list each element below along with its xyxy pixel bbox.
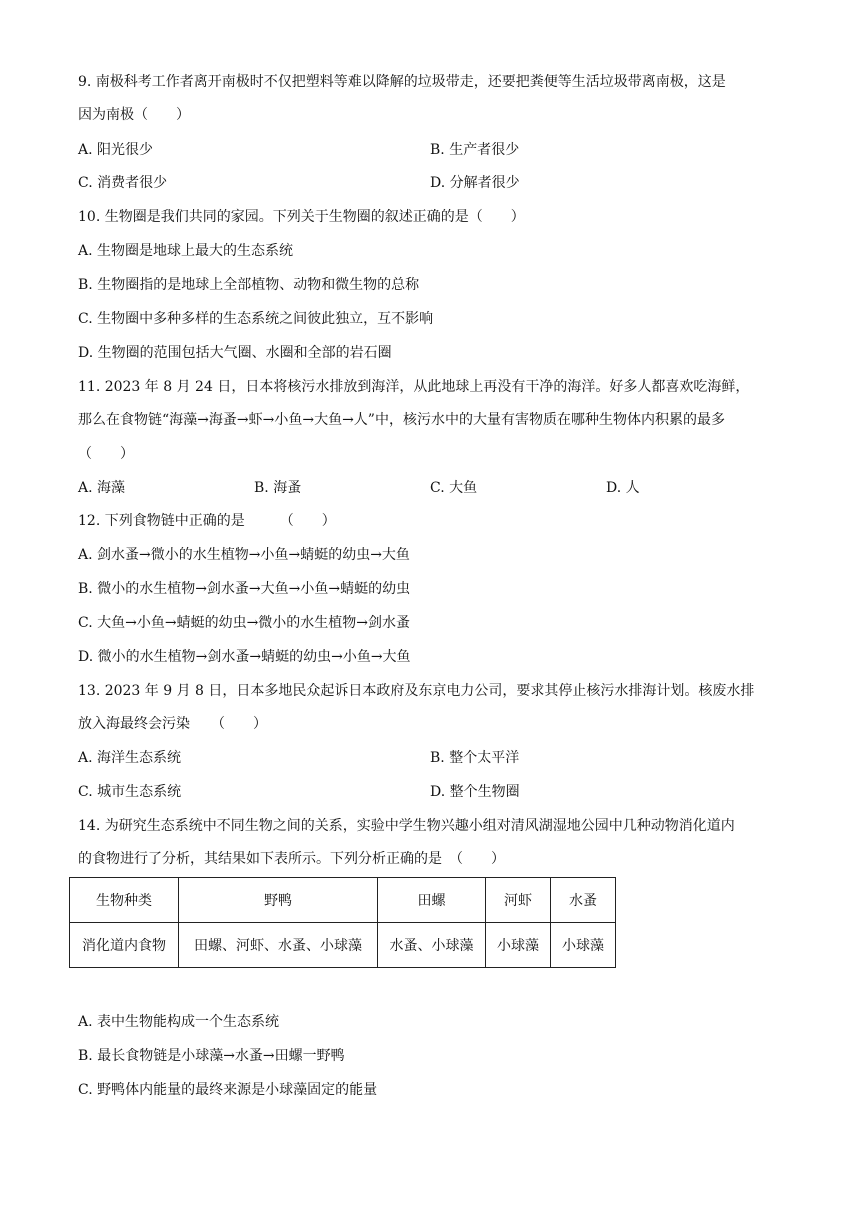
digestive-food-table xyxy=(69,877,616,968)
q10-stem: 10. 生物圈是我们共同的家园。下列关于生物圈的叙述正确的是（ ） xyxy=(78,209,525,225)
q14-option-c: C. 野鸭体内能量的最终来源是小球藻固定的能量 xyxy=(78,1082,378,1098)
q12-option-a: A. 剑水蚤→微小的水生植物→小鱼→蜻蜓的幼虫→大鱼 xyxy=(78,547,410,563)
q13-option-a: A. 海洋生态系统 xyxy=(78,750,182,766)
table-cell: 小球藻 xyxy=(486,923,551,968)
q13-option-d: D. 整个生物圈 xyxy=(430,784,520,800)
q9-option-d: D. 分解者很少 xyxy=(430,175,520,191)
q11-option-d: D. 人 xyxy=(606,480,640,496)
q14-stem-line2: 的食物进行了分析，其结果如下表所示。下列分析正确的是 （ ） xyxy=(78,851,505,867)
table-cell: 水蚤、小球藻 xyxy=(378,923,486,968)
table-cell: 小球藻 xyxy=(551,923,616,968)
q9-stem-line1: 9. 南极科考工作者离开南极时不仅把塑料等难以降解的垃圾带走，还要把粪便等生活垃圾带离南极，这是 xyxy=(78,74,726,90)
q12-stem: 12. 下列食物链中正确的是 （ ） xyxy=(78,513,336,529)
table-header-cell: 生物种类 xyxy=(70,878,179,923)
table-header-cell: 田螺 xyxy=(378,878,486,923)
q13-stem-line1: 13. 2023 年 9 月 8 日，日本多地民众起诉日本政府及东京电力公司，要求其停止核污水排海计划。核废水排 xyxy=(78,683,755,699)
q11-stem-line2: 那么在食物链“海藻→海蚤→虾→小鱼→大鱼→人”中，核污水中的大量有害物质在哪种生物体内积累的最多 xyxy=(78,412,725,428)
q10-option-d: D. 生物圈的范围包括大气圈、水圈和全部的岩石圈 xyxy=(78,345,392,361)
q9-stem-line2: 因为南极（ ） xyxy=(78,107,190,123)
q14-option-b: B. 最长食物链是小球藻→水蚤→田螺一野鸭 xyxy=(78,1048,345,1064)
q9-option-b: B. 生产者很少 xyxy=(430,142,520,158)
table-cell: 田螺、河虾、水蚤、小球藻 xyxy=(179,923,378,968)
q13-stem-line2: 放入海最终会污染 （ ） xyxy=(78,716,267,732)
table-header-cell: 河虾 xyxy=(486,878,551,923)
q14-stem-line1: 14. 为研究生态系统中不同生物之间的关系，实验中学生物兴趣小组对清风湖湿地公园中几种动物消化道内 xyxy=(78,818,735,834)
table-header-cell: 野鸭 xyxy=(179,878,378,923)
table-header-cell: 水蚤 xyxy=(551,878,616,923)
q13-option-b: B. 整个太平洋 xyxy=(430,750,520,766)
q10-option-b: B. 生物圈指的是地球上全部植物、动物和微生物的总称 xyxy=(78,277,420,293)
q11-stem-line1: 11. 2023 年 8 月 24 日，日本将核污水排放到海洋，从此地球上再没有干净的海洋。好多人都喜欢吃海鲜， xyxy=(78,379,750,395)
q11-option-c: C. 大鱼 xyxy=(430,480,478,496)
q11-option-a: A. 海藻 xyxy=(78,480,126,496)
q11-option-b: B. 海蚤 xyxy=(254,480,302,496)
q12-option-c: C. 大鱼→小鱼→蜻蜓的幼虫→微小的水生植物→剑水蚤 xyxy=(78,615,411,631)
q14-option-a: A. 表中生物能构成一个生态系统 xyxy=(78,1014,280,1030)
q10-option-a: A. 生物圈是地球上最大的生态系统 xyxy=(78,243,294,259)
q12-option-b: B. 微小的水生植物→剑水蚤→大鱼→小鱼→蜻蜓的幼虫 xyxy=(78,581,411,597)
q10-option-c: C. 生物圈中多种多样的生态系统之间彼此独立，互不影响 xyxy=(78,311,434,327)
q13-option-c: C. 城市生态系统 xyxy=(78,784,182,800)
q11-stem-line3: （ ） xyxy=(78,446,134,462)
table-cell: 消化道内食物 xyxy=(70,923,179,968)
q12-option-d: D. 微小的水生植物→剑水蚤→蜻蜓的幼虫→小鱼→大鱼 xyxy=(78,649,411,665)
table-header-row xyxy=(70,878,616,923)
q9-option-a: A. 阳光很少 xyxy=(78,142,154,158)
q9-option-c: C. 消费者很少 xyxy=(78,175,168,191)
table-row xyxy=(70,923,616,968)
